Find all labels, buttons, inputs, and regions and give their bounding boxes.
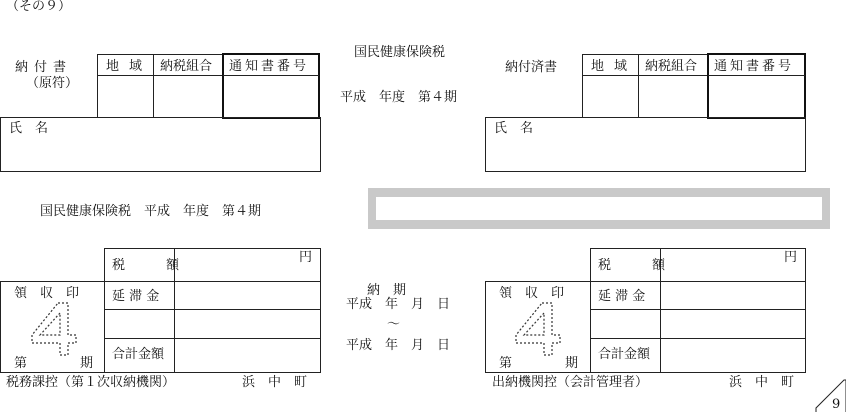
r-name-box: [485, 117, 806, 172]
r-tax-amount-label: 税 額: [598, 258, 680, 273]
r-total-label: 合計金額: [598, 347, 651, 362]
genpu-label: （原符）: [26, 76, 79, 91]
area-header: 地域: [106, 59, 153, 74]
center-tax-title: 国民健康保険税: [354, 45, 446, 60]
late-fee-label: 延 滞 金: [112, 289, 160, 304]
amount-value-column: [174, 248, 321, 373]
deadline-from: 平成 年 月 日: [346, 297, 451, 312]
deadline-tilde: 〜: [387, 317, 401, 332]
r-area-header: 地域: [591, 59, 638, 74]
stamp-label: 領 収 印: [14, 286, 80, 301]
middle-tax-title: 国民健康保険税 平成 年度 第４期: [40, 204, 262, 219]
left-town: 浜 中 町: [242, 375, 308, 390]
r-yen-label: 円: [784, 250, 798, 265]
notice-divider: [223, 75, 319, 76]
center-period: 平成 年度 第４期: [340, 90, 458, 105]
page-number: 9: [832, 397, 841, 412]
deadline-to: 平成 年 月 日: [346, 338, 451, 353]
right-town: 浜 中 町: [729, 375, 795, 390]
name-box: [0, 117, 321, 172]
left-holder: 税務課控（第１次収納機関）: [6, 375, 176, 390]
ki-label: 期: [80, 356, 94, 371]
r-notice-header: 通知書番号: [714, 59, 795, 74]
r-name-label: 氏 名: [494, 121, 534, 136]
dotted-four-icon: [30, 301, 80, 357]
r-stamp-label: 領 収 印: [499, 286, 565, 301]
r-ki-label: 期: [565, 356, 579, 371]
name-label: 氏 名: [9, 121, 49, 136]
tax-amount-label: 税 額: [112, 258, 194, 273]
gray-band: [368, 188, 830, 229]
right-holder: 出納機関控（会計管理者）: [492, 375, 649, 390]
r-notice-divider: [708, 75, 805, 76]
nofusho-title: 納付書: [15, 60, 73, 75]
r-dotted-four-icon: [514, 301, 564, 357]
total-label: 合計金額: [112, 347, 165, 362]
deadline-title: 納 期: [367, 283, 407, 298]
page-corner: [816, 378, 846, 412]
r-dai-label: 第: [499, 356, 513, 371]
page-label: （その９）: [6, 0, 72, 14]
yen-label: 円: [299, 250, 313, 265]
union-header: 納税組合: [160, 59, 213, 74]
r-amount-value-column: [660, 248, 806, 373]
nofuzumisho-title: 納付済書: [505, 60, 558, 75]
notice-header: 通知書番号: [229, 59, 310, 74]
dai-label: 第: [14, 356, 28, 371]
r-late-fee-label: 延 滞 金: [598, 289, 646, 304]
r-union-header: 納税組合: [645, 59, 698, 74]
